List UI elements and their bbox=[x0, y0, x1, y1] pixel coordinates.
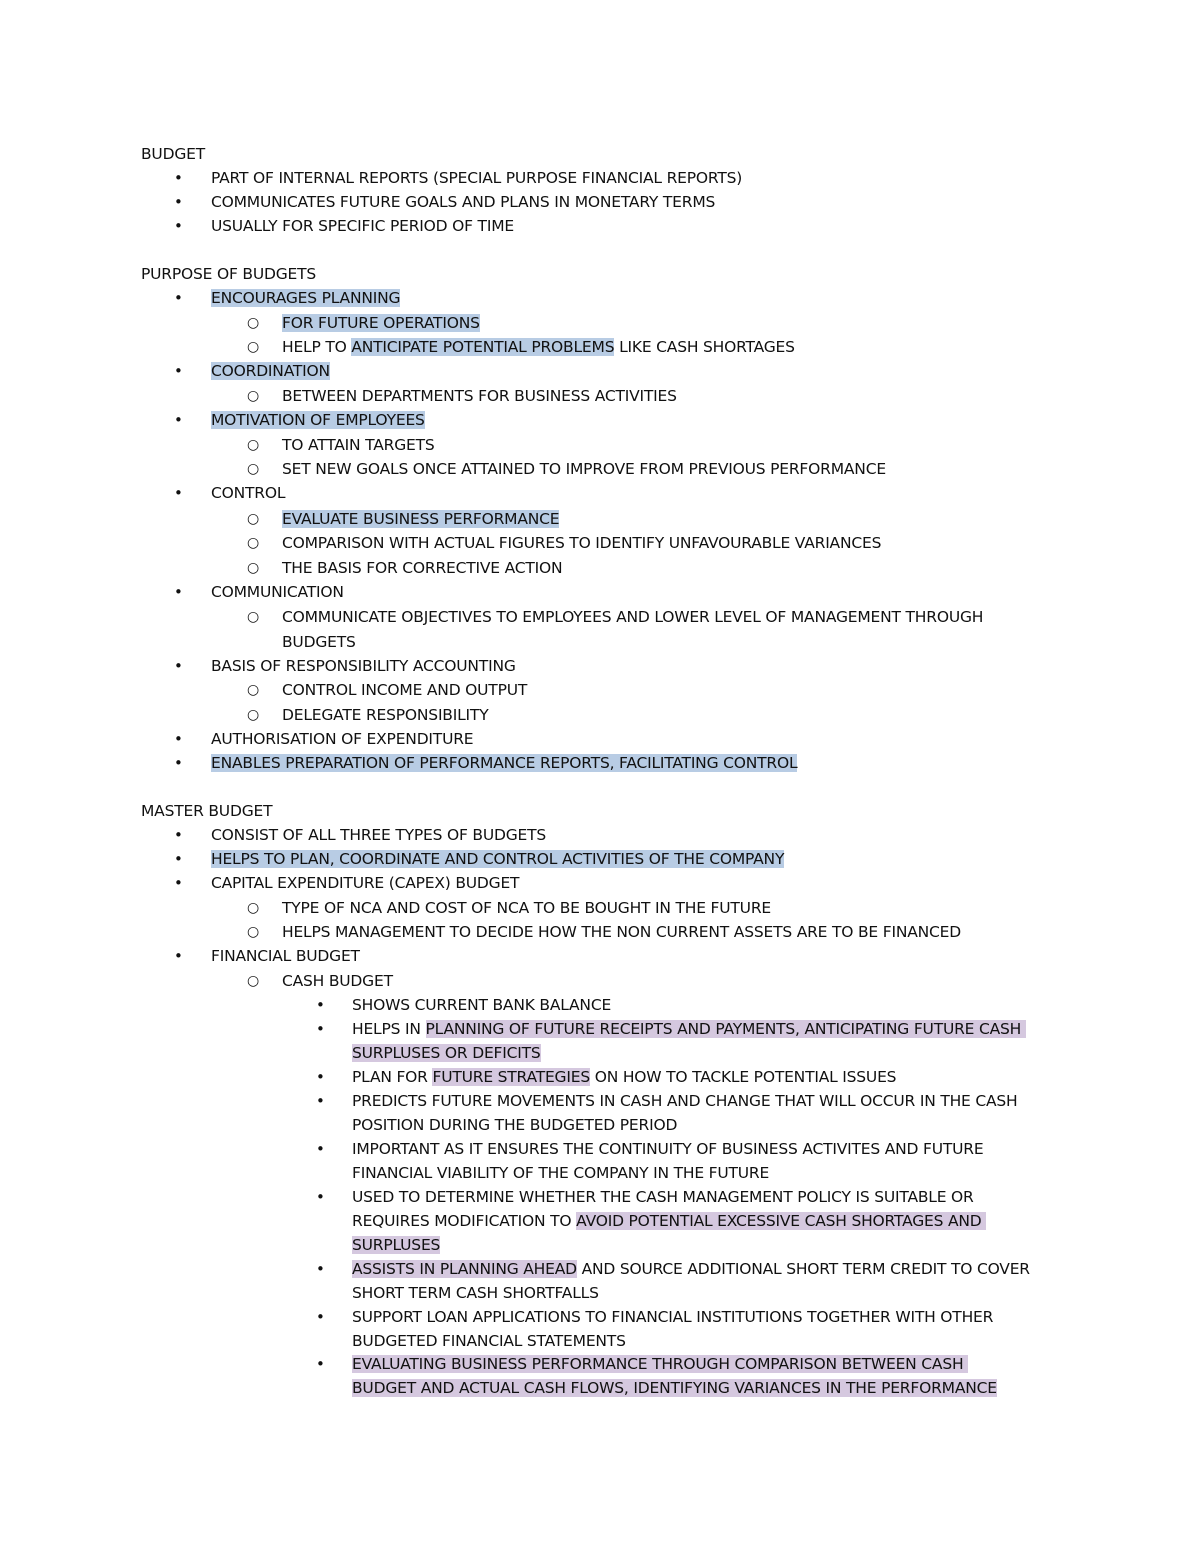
hollow-bullet-icon: ○ bbox=[247, 560, 260, 576]
line-text bbox=[282, 678, 527, 702]
list-item bbox=[0, 1017, 1200, 1041]
bullet-icon: • bbox=[174, 169, 183, 187]
text-run: PURPOSE OF BUDGETS bbox=[141, 265, 317, 283]
line-text bbox=[211, 751, 797, 775]
bullet-icon: • bbox=[174, 411, 183, 429]
hollow-bullet-icon: ○ bbox=[247, 707, 260, 723]
line-text bbox=[352, 1137, 983, 1161]
line-text bbox=[282, 311, 480, 335]
text-run: USUALLY FOR SPECIFIC PERIOD OF TIME bbox=[211, 217, 514, 235]
bullet-icon: • bbox=[316, 1308, 325, 1326]
highlighted-text: AVOID POTENTIAL EXCESSIVE CASH SHORTAGES AND bbox=[576, 1212, 987, 1230]
line-text bbox=[211, 408, 425, 432]
text-run: CASH BUDGET bbox=[282, 972, 393, 990]
bullet-icon: • bbox=[174, 289, 183, 307]
highlighted-text: COORDINATION bbox=[211, 362, 330, 380]
hollow-bullet-icon: ○ bbox=[247, 511, 260, 527]
line-text bbox=[211, 214, 514, 238]
list-item bbox=[0, 190, 1200, 214]
list-item-continuation bbox=[0, 1209, 1200, 1233]
bullet-icon: • bbox=[316, 1355, 325, 1373]
section-heading bbox=[0, 799, 1200, 823]
text-run: POSITION DURING THE BUDGETED PERIOD bbox=[352, 1116, 678, 1134]
list-item bbox=[0, 580, 1200, 604]
list-item bbox=[0, 654, 1200, 678]
list-item bbox=[0, 847, 1200, 871]
line-text bbox=[352, 1352, 968, 1376]
text-run: PART OF INTERNAL REPORTS (SPECIAL PURPOSE FINANCIAL REPORTS) bbox=[211, 169, 743, 187]
line-text bbox=[211, 359, 330, 383]
text-run: BASIS OF RESPONSIBILITY ACCOUNTING bbox=[211, 657, 516, 675]
hollow-bullet-icon: ○ bbox=[247, 609, 260, 625]
list-item bbox=[0, 166, 1200, 190]
text-run: FINANCIAL BUDGET bbox=[211, 947, 360, 965]
text-run: HELPS MANAGEMENT TO DECIDE HOW THE NON CURRENT ASSETS ARE TO BE FINANCED bbox=[282, 923, 961, 941]
line-text bbox=[352, 1089, 1018, 1113]
text-run: REQUIRES MODIFICATION TO bbox=[352, 1212, 577, 1230]
list-item bbox=[0, 993, 1200, 1017]
list-item bbox=[0, 531, 1200, 555]
line-text bbox=[352, 1233, 440, 1257]
list-item bbox=[0, 335, 1200, 359]
hollow-bullet-icon: ○ bbox=[247, 461, 260, 477]
hollow-bullet-icon: ○ bbox=[247, 682, 260, 698]
bullet-icon: • bbox=[316, 1188, 325, 1206]
line-text bbox=[352, 1017, 1026, 1041]
bullet-icon: • bbox=[316, 1068, 325, 1086]
list-item bbox=[0, 481, 1200, 505]
list-item bbox=[0, 727, 1200, 751]
line-text bbox=[282, 605, 983, 629]
highlighted-text: MOTIVATION OF EMPLOYEES bbox=[211, 411, 425, 429]
line-text bbox=[282, 507, 559, 531]
text-run: ON HOW TO TACKLE POTENTIAL ISSUES bbox=[589, 1068, 897, 1086]
list-item-continuation bbox=[0, 1161, 1200, 1185]
text-run: BETWEEN DEPARTMENTS FOR BUSINESS ACTIVITIES bbox=[282, 387, 677, 405]
text-run: BUDGETS bbox=[282, 633, 356, 651]
line-text bbox=[352, 1257, 1030, 1281]
list-item bbox=[0, 703, 1200, 727]
line-text bbox=[282, 556, 562, 580]
list-item-continuation bbox=[0, 1041, 1200, 1065]
list-item bbox=[0, 751, 1200, 775]
hollow-bullet-icon: ○ bbox=[247, 339, 260, 355]
line-text bbox=[211, 580, 344, 604]
list-item bbox=[0, 311, 1200, 335]
text-run: TYPE OF NCA AND COST OF NCA TO BE BOUGHT IN THE FUTURE bbox=[282, 899, 771, 917]
list-item bbox=[0, 944, 1200, 968]
hollow-bullet-icon: ○ bbox=[247, 388, 260, 404]
bullet-icon: • bbox=[174, 362, 183, 380]
highlighted-text: ENABLES PREPARATION OF PERFORMANCE REPORTS, FACILITATING CONTROL bbox=[211, 754, 798, 772]
line-text bbox=[141, 799, 272, 823]
list-item bbox=[0, 286, 1200, 310]
text-run: TO ATTAIN TARGETS bbox=[282, 436, 435, 454]
text-run: AND SOURCE ADDITIONAL SHORT TERM CREDIT TO COVER bbox=[576, 1260, 1030, 1278]
line-text bbox=[141, 262, 316, 286]
bullet-icon: • bbox=[174, 874, 183, 892]
bullet-icon: • bbox=[316, 996, 325, 1014]
text-run: PREDICTS FUTURE MOVEMENTS IN CASH AND CHANGE THAT WILL OCCUR IN THE CASH bbox=[352, 1092, 1018, 1110]
text-run: COMPARISON WITH ACTUAL FIGURES TO IDENTIFY UNFAVOURABLE VARIANCES bbox=[282, 534, 882, 552]
line-text bbox=[282, 969, 393, 993]
highlighted-text: BUDGET AND ACTUAL CASH FLOWS, IDENTIFYING VARIANCES IN THE PERFORMANCE bbox=[352, 1379, 997, 1397]
text-run: HELPS IN bbox=[352, 1020, 426, 1038]
list-item-continuation bbox=[0, 1281, 1200, 1305]
list-item bbox=[0, 1089, 1200, 1113]
line-text bbox=[352, 993, 611, 1017]
bullet-icon: • bbox=[316, 1092, 325, 1110]
text-run: PLAN FOR bbox=[352, 1068, 433, 1086]
line-text bbox=[211, 944, 360, 968]
line-text bbox=[352, 1161, 769, 1185]
text-run: COMMUNICATION bbox=[211, 583, 344, 601]
highlighted-text: EVALUATE BUSINESS PERFORMANCE bbox=[282, 510, 560, 528]
list-item bbox=[0, 556, 1200, 580]
text-run: MASTER BUDGET bbox=[141, 802, 273, 820]
line-text bbox=[282, 457, 886, 481]
line-text bbox=[211, 823, 546, 847]
list-item bbox=[0, 969, 1200, 993]
highlighted-text: PLANNING OF FUTURE RECEIPTS AND PAYMENTS, ANTICIPATING FUTURE CASH bbox=[425, 1020, 1026, 1038]
line-text bbox=[282, 433, 435, 457]
list-item-continuation bbox=[0, 1233, 1200, 1257]
list-item bbox=[0, 214, 1200, 238]
bullet-icon: • bbox=[174, 754, 183, 772]
text-run: SET NEW GOALS ONCE ATTAINED TO IMPROVE FROM PREVIOUS PERFORMANCE bbox=[282, 460, 886, 478]
bullet-icon: • bbox=[174, 657, 183, 675]
list-item bbox=[0, 359, 1200, 383]
text-run: HELP TO bbox=[282, 338, 352, 356]
list-item-continuation bbox=[0, 1113, 1200, 1137]
list-item-continuation bbox=[0, 1376, 1200, 1400]
text-run: FINANCIAL VIABILITY OF THE COMPANY IN THE FUTURE bbox=[352, 1164, 770, 1182]
highlighted-text: FUTURE STRATEGIES bbox=[432, 1068, 590, 1086]
line-text bbox=[282, 335, 795, 359]
line-text bbox=[211, 871, 519, 895]
line-text bbox=[352, 1113, 677, 1137]
list-item bbox=[0, 408, 1200, 432]
list-item bbox=[0, 1137, 1200, 1161]
line-text bbox=[211, 847, 784, 871]
line-text bbox=[352, 1281, 599, 1305]
bullet-icon: • bbox=[174, 193, 183, 211]
bullet-icon: • bbox=[174, 947, 183, 965]
text-run: CONSIST OF ALL THREE TYPES OF BUDGETS bbox=[211, 826, 547, 844]
hollow-bullet-icon: ○ bbox=[247, 973, 260, 989]
line-text bbox=[141, 142, 205, 166]
list-item bbox=[0, 920, 1200, 944]
highlighted-text: ANTICIPATE POTENTIAL PROBLEMS bbox=[351, 338, 615, 356]
line-text bbox=[211, 654, 516, 678]
list-item bbox=[0, 457, 1200, 481]
line-text bbox=[211, 286, 400, 310]
highlighted-text: HELPS TO PLAN, COORDINATE AND CONTROL ACTIVITIES OF THE COMPANY bbox=[211, 850, 785, 868]
text-run: THE BASIS FOR CORRECTIVE ACTION bbox=[282, 559, 563, 577]
bullet-icon: • bbox=[174, 583, 183, 601]
line-text bbox=[352, 1209, 986, 1233]
text-run: SHOWS CURRENT BANK BALANCE bbox=[352, 996, 612, 1014]
highlighted-text: EVALUATING BUSINESS PERFORMANCE THROUGH COMPARISON BETWEEN CASH bbox=[352, 1355, 969, 1373]
bullet-icon: • bbox=[174, 826, 183, 844]
bullet-icon: • bbox=[174, 217, 183, 235]
bullet-icon: • bbox=[174, 850, 183, 868]
line-text bbox=[211, 166, 742, 190]
text-run: USED TO DETERMINE WHETHER THE CASH MANAGEMENT POLICY IS SUITABLE OR bbox=[352, 1188, 974, 1206]
line-text bbox=[282, 920, 961, 944]
bullet-icon: • bbox=[316, 1140, 325, 1158]
section-heading bbox=[0, 262, 1200, 286]
line-text bbox=[352, 1329, 626, 1353]
hollow-bullet-icon: ○ bbox=[247, 315, 260, 331]
line-text bbox=[282, 703, 488, 727]
line-text bbox=[211, 481, 285, 505]
list-item bbox=[0, 896, 1200, 920]
line-text bbox=[352, 1376, 997, 1400]
text-run: AUTHORISATION OF EXPENDITURE bbox=[211, 730, 474, 748]
text-run: DELEGATE RESPONSIBILITY bbox=[282, 706, 489, 724]
bullet-icon: • bbox=[316, 1020, 325, 1038]
line-text bbox=[282, 630, 356, 654]
list-item bbox=[0, 1257, 1200, 1281]
hollow-bullet-icon: ○ bbox=[247, 437, 260, 453]
highlighted-text: FOR FUTURE OPERATIONS bbox=[282, 314, 480, 332]
list-item bbox=[0, 507, 1200, 531]
line-text bbox=[211, 190, 715, 214]
text-run: CONTROL INCOME AND OUTPUT bbox=[282, 681, 528, 699]
list-item bbox=[0, 384, 1200, 408]
hollow-bullet-icon: ○ bbox=[247, 535, 260, 551]
list-item bbox=[0, 871, 1200, 895]
hollow-bullet-icon: ○ bbox=[247, 924, 260, 940]
text-run: IMPORTANT AS IT ENSURES THE CONTINUITY OF BUSINESS ACTIVITES AND FUTURE bbox=[352, 1140, 984, 1158]
list-item-continuation bbox=[0, 1329, 1200, 1353]
text-run: BUDGETED FINANCIAL STATEMENTS bbox=[352, 1332, 626, 1350]
highlighted-text: SURPLUSES OR DEFICITS bbox=[352, 1044, 541, 1062]
hollow-bullet-icon: ○ bbox=[247, 900, 260, 916]
list-item bbox=[0, 1185, 1200, 1209]
list-item bbox=[0, 1065, 1200, 1089]
highlighted-text: ENCOURAGES PLANNING bbox=[211, 289, 401, 307]
list-item-continuation bbox=[0, 630, 1200, 654]
highlighted-text: SURPLUSES bbox=[352, 1236, 441, 1254]
highlighted-text: ASSISTS IN PLANNING AHEAD bbox=[352, 1260, 577, 1278]
line-text bbox=[352, 1065, 896, 1089]
bullet-icon: • bbox=[316, 1260, 325, 1278]
line-text bbox=[211, 727, 473, 751]
line-text bbox=[352, 1305, 993, 1329]
text-run: CONTROL bbox=[211, 484, 286, 502]
line-text bbox=[282, 531, 881, 555]
text-run: COMMUNICATE OBJECTIVES TO EMPLOYEES AND LOWER LEVEL OF MANAGEMENT THROUGH bbox=[282, 608, 984, 626]
bullet-icon: • bbox=[174, 484, 183, 502]
line-text bbox=[352, 1041, 541, 1065]
text-run: BUDGET bbox=[141, 145, 205, 163]
line-text bbox=[282, 384, 677, 408]
text-run: SUPPORT LOAN APPLICATIONS TO FINANCIAL INSTITUTIONS TOGETHER WITH OTHER bbox=[352, 1308, 994, 1326]
line-text bbox=[282, 896, 771, 920]
list-item bbox=[0, 1352, 1200, 1376]
text-run: CAPITAL EXPENDITURE (CAPEX) BUDGET bbox=[211, 874, 520, 892]
text-run: SHORT TERM CASH SHORTFALLS bbox=[352, 1284, 599, 1302]
list-item bbox=[0, 1305, 1200, 1329]
list-item bbox=[0, 605, 1200, 629]
text-run: LIKE CASH SHORTAGES bbox=[614, 338, 795, 356]
line-text bbox=[352, 1185, 974, 1209]
list-item bbox=[0, 823, 1200, 847]
text-run: COMMUNICATES FUTURE GOALS AND PLANS IN MONETARY TERMS bbox=[211, 193, 716, 211]
bullet-icon: • bbox=[174, 730, 183, 748]
list-item bbox=[0, 678, 1200, 702]
list-item bbox=[0, 433, 1200, 457]
section-heading bbox=[0, 142, 1200, 166]
